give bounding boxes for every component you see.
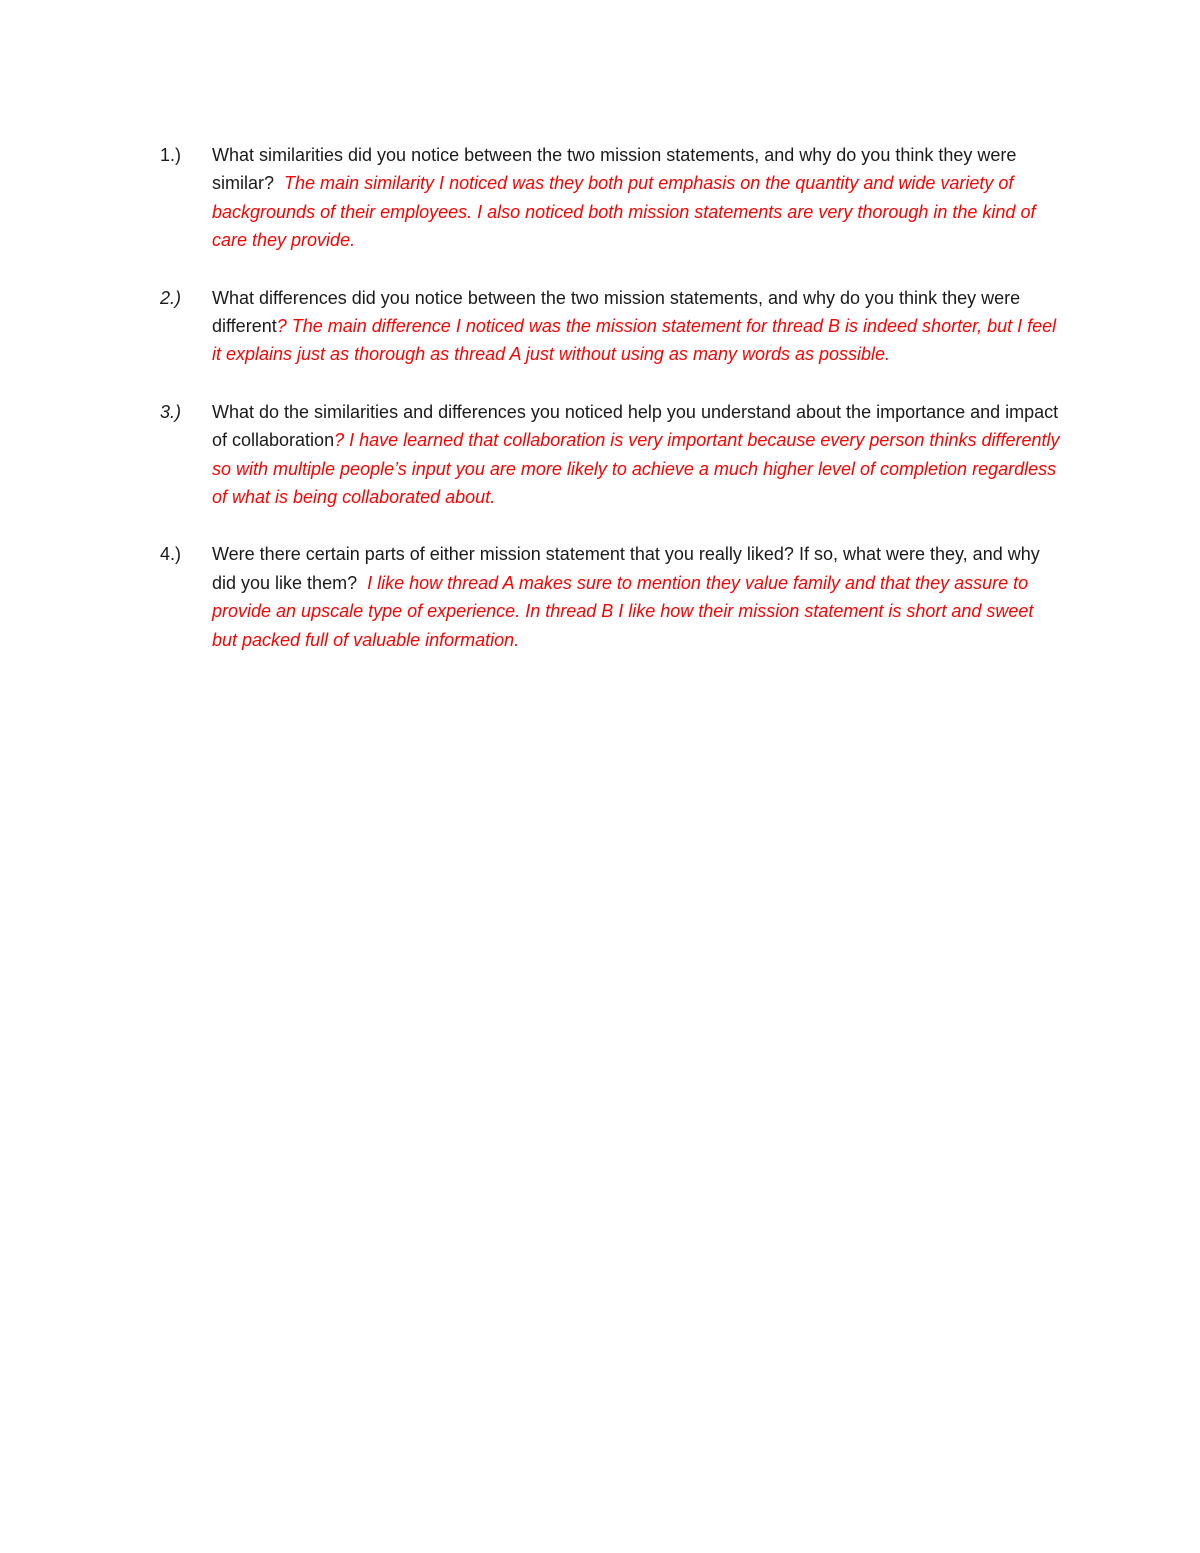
question-text: What do the similarities and differences you noticed help you understand about the importance and impact of collaboration [212,401,1059,451]
item-number: 2.) [160,287,182,308]
item-number: 3.) [160,401,182,422]
list-item-3 [160,398,1060,512]
question-text: Were there certain parts of either mission statement that you really liked? If so, what were they, and why did you like them? [212,544,1040,593]
list-item-2 [160,284,1060,369]
question-list [160,141,1060,683]
list-item-1 [160,141,1060,255]
list-item-4 [160,540,1060,654]
answer-text: I like how thread A makes sure to mention they value family and that they assure to provide an upscale type of experience. In thread B I like how their mission statement is short and sweet but packed full of valuable information. [212,572,1034,650]
answer-text: The main similarity I noticed was they both put emphasis on the quantity and wide variety of backgrounds of their employees. I also noticed both mission statements are very thorough in the kind of care they provide. [212,173,1036,251]
item-number: 1.) [160,145,182,165]
question-text: What similarities did you notice between the two mission statements, and why do you think they were similar? [212,145,1017,194]
item-number: 4.) [160,544,182,565]
answer-text: ? I have learned that collaboration is very important because every person thinks differently so with multiple people’s input you are more likely to achieve a much higher level of completion regardless of what is being collaborated about. [212,430,1060,508]
question-text: What differences did you notice between the two mission statements, and why do you think they were different [212,287,1021,337]
answer-text: ? The main difference I noticed was the mission statement for thread B is indeed shorter, but I feel it explains just as thorough as thread A just without using as many words as possible. [212,316,1057,365]
